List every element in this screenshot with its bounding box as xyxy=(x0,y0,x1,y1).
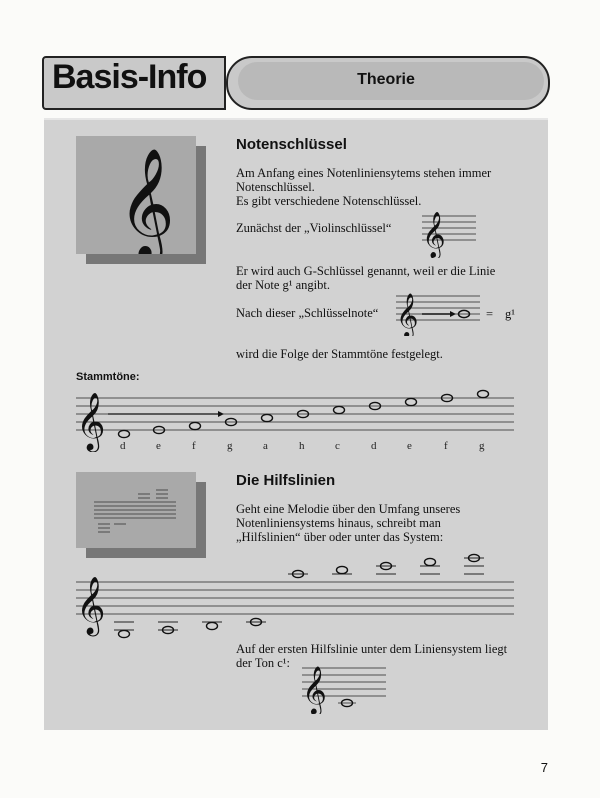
page-title: Basis-Info xyxy=(52,58,207,96)
note-letter: f xyxy=(444,440,448,452)
treble-clef-icon: 𝄞 xyxy=(302,665,327,714)
g-note-label: g¹ xyxy=(505,307,515,321)
note-letter: e xyxy=(156,440,161,452)
note-letter: d xyxy=(371,440,377,452)
page-number: 7 xyxy=(540,760,548,775)
g-note-staff xyxy=(394,286,484,336)
treble-clef-icon: 𝄞 xyxy=(396,293,419,336)
treble-clef-icon: 𝄞 xyxy=(422,212,446,258)
section-heading-hilfslinien: Die Hilfslinien xyxy=(236,472,336,489)
text-line: „Hilfslinien“ über oder unter das System: xyxy=(236,530,444,544)
text-line: der Note g¹ angibt. xyxy=(236,278,331,292)
text-line: Zunächst der „Violinschlüssel“ xyxy=(236,221,392,235)
text-line: Er wird auch G-Schlüssel genannt, weil er die Linie xyxy=(236,264,496,278)
c1-staff xyxy=(300,660,390,714)
text-line: Notenschlüssel. xyxy=(236,180,315,194)
text-line: Geht eine Melodie über den Umfang unseres xyxy=(236,502,461,516)
note-letter: f xyxy=(192,440,196,452)
treble-clef-icon xyxy=(76,136,196,254)
text-line: Notenliniensystems hinaus, schreibt man xyxy=(236,516,441,530)
stammtoene-label: Stammtöne: xyxy=(76,371,140,383)
text-line: wird die Folge der Stammtöne festgelegt. xyxy=(236,347,443,361)
text-line: Nach dieser „Schlüsselnote“ xyxy=(236,306,379,320)
note-letter: c xyxy=(335,440,340,452)
equals-sign: = xyxy=(486,307,494,321)
svg-text:𝄞: 𝄞 xyxy=(118,147,175,254)
note-letter: a xyxy=(263,440,268,452)
page-subtitle: Theorie xyxy=(357,71,415,88)
section-heading-notenschluessel: Notenschlüssel xyxy=(236,136,347,153)
violin-clef-staff xyxy=(420,204,480,258)
treble-clef-icon: 𝄞 xyxy=(76,576,106,634)
arrow-icon xyxy=(450,311,456,317)
text-line: Es gibt verschiedene Notenschlüssel. xyxy=(236,194,422,208)
text-line: Am Anfang eines Notenliniensytems stehen immer xyxy=(236,166,492,180)
note-letter: h xyxy=(299,440,305,452)
note-letter: d xyxy=(120,440,126,452)
text-line: der Ton c¹: xyxy=(236,656,291,670)
note-letters xyxy=(72,440,518,454)
note-letter: g xyxy=(479,440,485,452)
note-letter: g xyxy=(227,440,233,452)
treble-clef-icon: 𝄞 xyxy=(76,392,106,450)
arrow-icon xyxy=(218,411,224,417)
clef-card xyxy=(76,136,196,254)
ledger-card xyxy=(76,472,196,548)
text-line: Auf der ersten Hilfslinie unter dem Liniensystem liegt xyxy=(236,642,508,656)
ledger-lines-icon xyxy=(76,472,196,548)
hilfslinien-staff xyxy=(72,552,518,644)
note-letter: e xyxy=(407,440,412,452)
